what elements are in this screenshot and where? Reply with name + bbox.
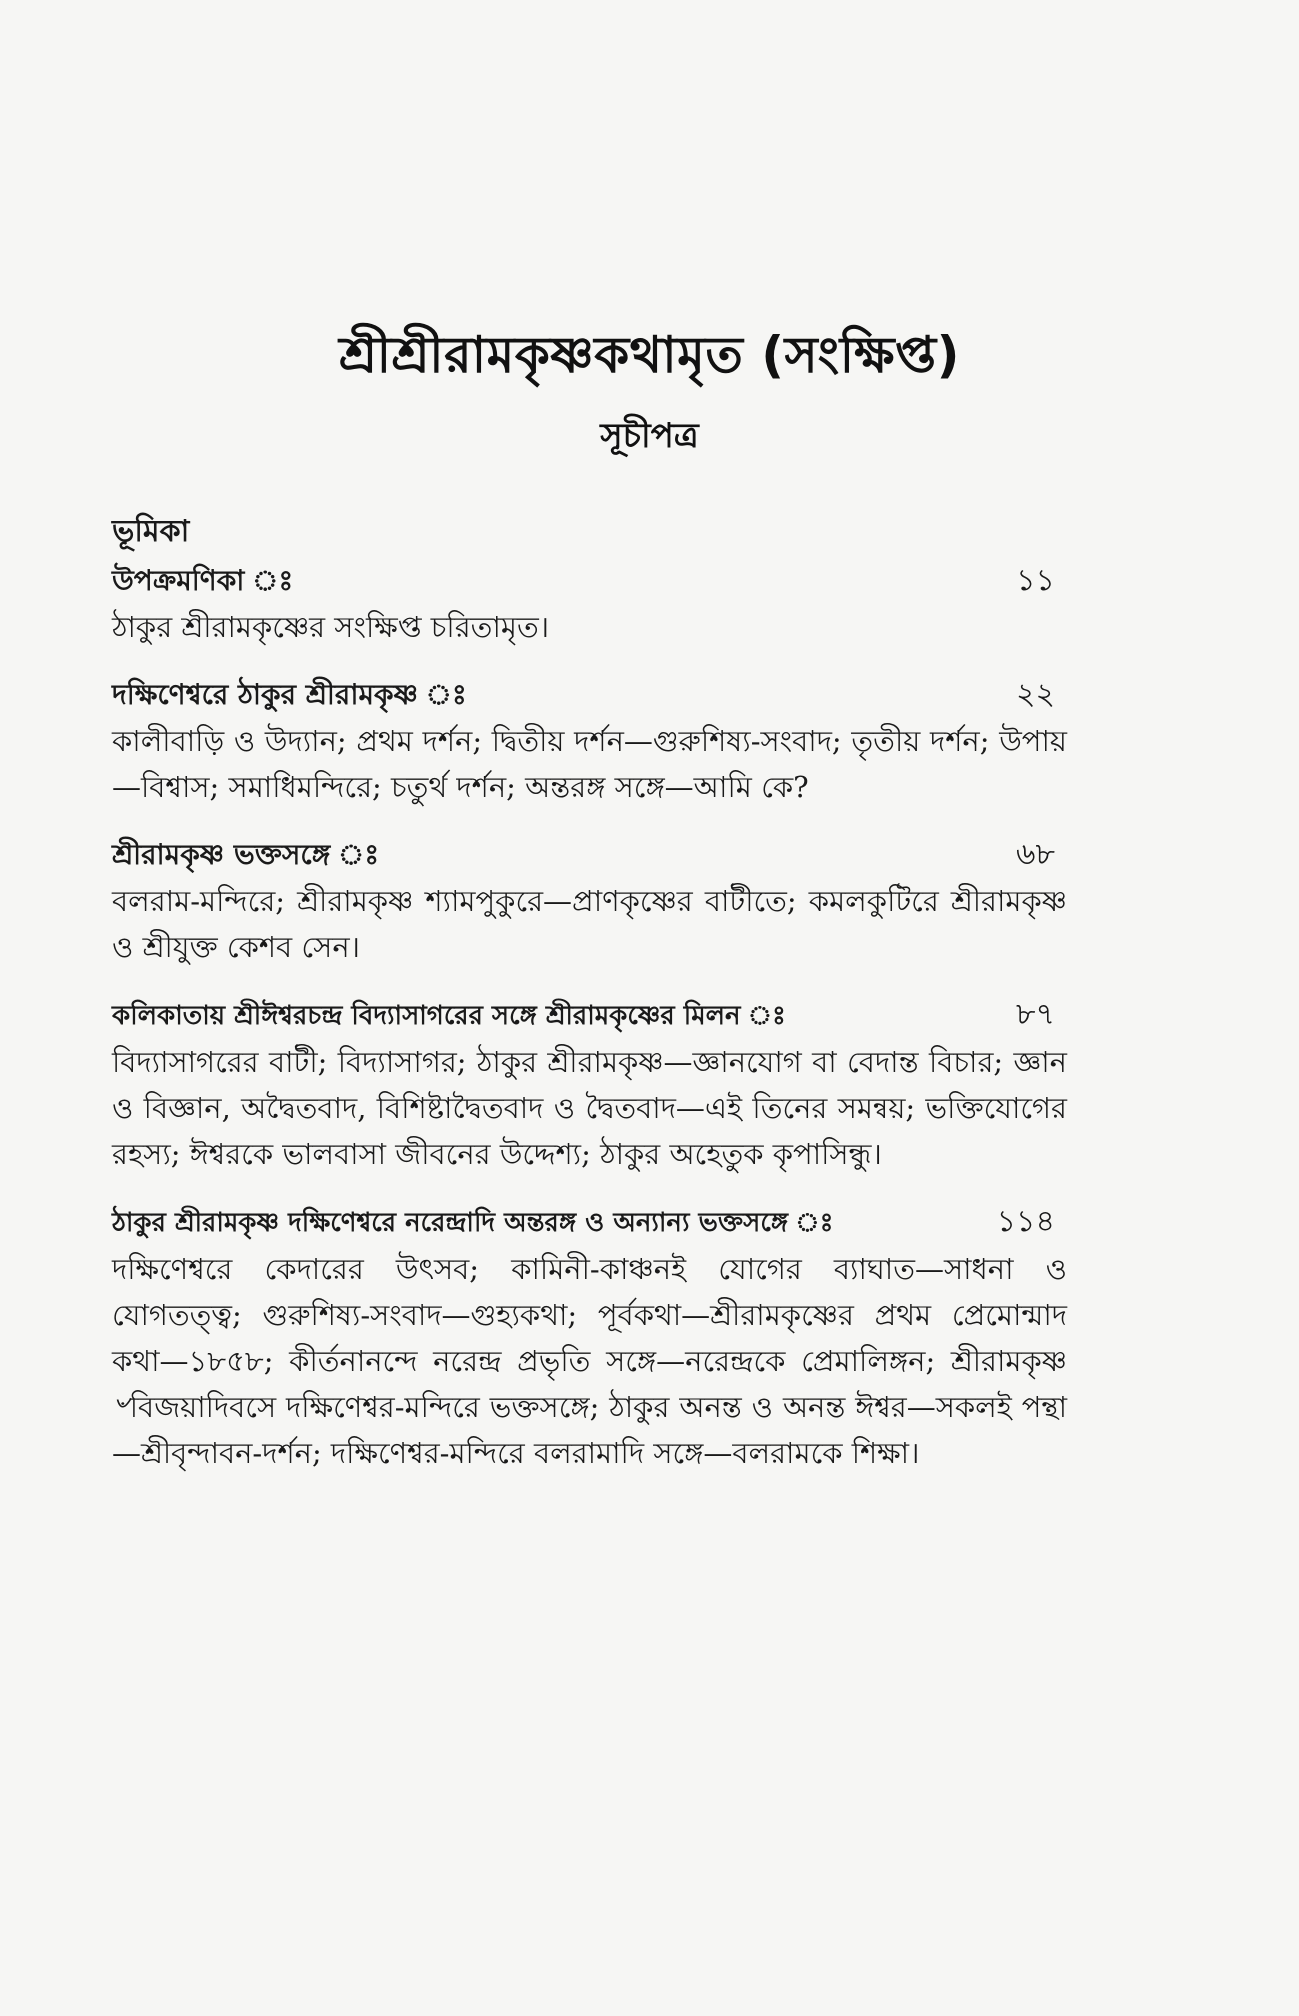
toc-entry-description: ঠাকুর শ্রীরামকৃষ্ণের সংক্ষিপ্ত চরিতামৃত। xyxy=(112,610,550,644)
toc-entry-description: বিদ্যাসাগরের বাটী; বিদ্যাসাগর; ঠাকুর শ্রীরামকৃষ্ণ—জ্ঞানযোগ বা বেদান্ত বিচার; জ্ঞান ও বিজ্ঞান, অদ্বৈতবাদ, বিশিষ্টাদ্বৈতবাদ ও দ্বৈতবাদ—এই তিনের সমন্বয়; ভক্তিযোগের রহস্য; ঈশ্বরকে ভালবাসা জীবনের উদ্দেশ্য; ঠাকুর অহেতুক কৃপাসিন্ধু। xyxy=(112,1045,1067,1171)
toc-entry-header xyxy=(112,1199,1067,1246)
preface-entry: ভূমিকা xyxy=(112,514,190,549)
toc-entry-page-number: ১১৪ xyxy=(996,1204,1055,1239)
toc-entry-title: ঠাকুর শ্রীরামকৃষ্ণ দক্ষিণেশ্বরে নরেন্দ্রাদি অন্তরঙ্গ ও অন্যান্য ভক্তসঙ্গে ঃ xyxy=(112,1208,834,1238)
toc-entry-description: দক্ষিণেশ্বরে কেদারের উৎসব; কামিনী-কাঞ্চনই যোগের ব্যাঘাত—সাধনা ও যোগতত্ত্ব; গুরুশিষ্য-সংবাদ—গুহ্যকথা; পূর্বকথা—শ্রীরামকৃষ্ণের প্রথম প্রেমোন্মাদ কথা—১৮৫৮; কীর্তনানন্দে নরেন্দ্র প্রভৃতি সঙ্গে—নরেন্দ্রকে প্রেমালিঙ্গন; শ্রীরামকৃষ্ণ ৺বিজয়াদিবসে দক্ষিণেশ্বর-মন্দিরে ভক্তসঙ্গে; ঠাকুর অনন্ত ও অনন্ত ঈশ্বর—সকলই পন্থা—শ্রীবৃন্দাবন-দর্শন; দক্ষিণেশ্বর-মন্দিরে বলরামাদি সঙ্গে—বলরামকে শিক্ষা। xyxy=(112,1252,1067,1470)
toc-entry xyxy=(112,832,1067,970)
toc-entry-description: বলরাম-মন্দিরে; শ্রীরামকৃষ্ণ শ্যামপুকুরে—প্রাণকৃষ্ণের বাটীতে; কমলকুটিরে শ্রীরামকৃষ্ণ ও শ্রীযুক্ত কেশব সেন। xyxy=(112,884,1067,964)
toc-entry-title: কলিকাতায় শ্রীঈশ্বরচন্দ্র বিদ্যাসাগরের সঙ্গে শ্রীরামকৃষ্ণের মিলন ঃ xyxy=(112,1001,786,1031)
toc-entry-title: শ্রীরামকৃষ্ণ ভক্তসঙ্গে ঃ xyxy=(112,838,380,871)
toc-entry-page-number: ১১ xyxy=(1016,563,1055,598)
contents-heading: সূচীপত্র xyxy=(600,416,699,456)
book-title: শ্রীশ্রীরামকৃষ্ণকথামৃত (সংক্ষিপ্ত) xyxy=(339,326,960,384)
toc-entry-description: কালীবাড়ি ও উদ্যান; প্রথম দর্শন; দ্বিতীয় দর্শন—গুরুশিষ্য-সংবাদ; তৃতীয় দর্শন; উপায়—বিশ্বাস; সমাধিমন্দিরে; চতুর্থ দর্শন; অন্তরঙ্গ সঙ্গে—আমি কে? xyxy=(112,724,1067,804)
toc-entry xyxy=(112,558,1067,650)
toc-entry-title: দক্ষিণেশ্বরে ঠাকুর শ্রীরামকৃষ্ণ ঃ xyxy=(112,678,467,711)
table-of-contents xyxy=(112,510,1067,1498)
toc-entry-header xyxy=(112,992,1067,1039)
toc-entry xyxy=(112,992,1067,1177)
toc-entry-page-number: ৬৮ xyxy=(1016,837,1055,872)
toc-entry-header xyxy=(112,558,1067,604)
toc-entry-header xyxy=(112,672,1067,718)
toc-entry-page-number: ৮৭ xyxy=(1016,997,1055,1032)
toc-entry-page-number: ২২ xyxy=(1015,677,1055,712)
toc-entry-header xyxy=(112,832,1067,878)
toc-entry xyxy=(112,1199,1067,1476)
toc-entry xyxy=(112,672,1067,810)
toc-entry-title: উপক্রমণিকা ঃ xyxy=(112,564,294,597)
